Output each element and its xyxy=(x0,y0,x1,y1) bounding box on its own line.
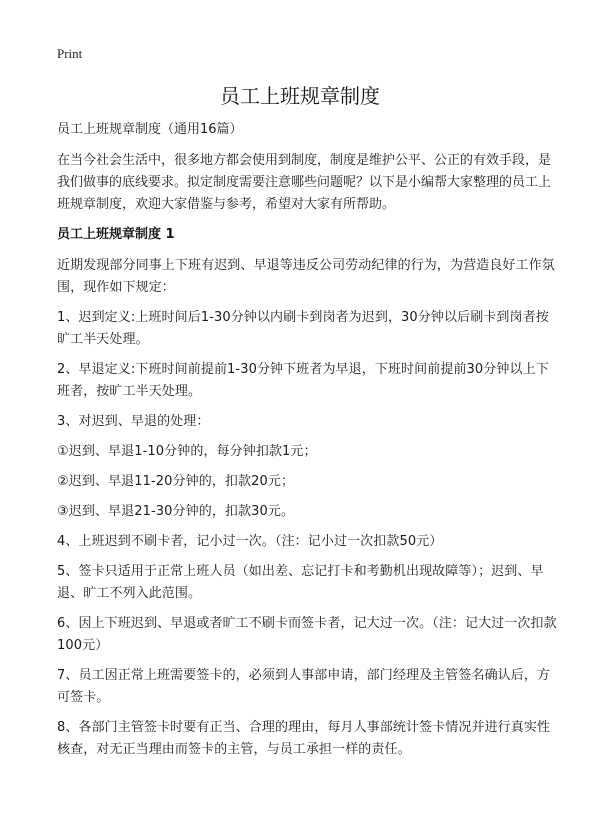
paragraph: 5、签卡只适用于正常上班人员（如出差、忘记打卡和考勤机出现故障等）；迟到、早退、旷工不列入此范围。 xyxy=(57,564,544,601)
paragraph: ③迟到、早退21-30分钟的，扣款30元。 xyxy=(57,504,295,519)
paragraph: 3、对迟到、早退的处理： xyxy=(57,414,210,429)
paragraph: 8、各部门主管签卡时要有正当、合理的理由，每月人事部统计签卡情况并进行真实性核查，对无正当理由而签卡的主管，与员工承担一样的责任。 xyxy=(57,720,551,757)
paragraph: 1、迟到定义:上班时间后1-30分钟以内刷卡到岗者为迟到，30分钟以后刷卡到岗者按旷工半天处理。 xyxy=(57,310,549,347)
paragraph: 2、早退定义:下班时间前提前1-30分钟下班者为早退，下班时间前提前30分钟以上下班者，按旷工半天处理。 xyxy=(57,362,549,399)
article-subtitle: 员工上班规章制度（通用16篇） xyxy=(57,122,243,137)
intro-paragraph: 在当今社会生活中，很多地方都会使用到制度，制度是维护公平、公正的有效手段，是我们做事的底线要求。拟定制度需要注意哪些问题呢？以下是小编帮大家整理的员工上班规章制度，欢迎大家借鉴与参考，希望对大家有所帮助。 xyxy=(57,153,552,212)
paragraph: ①迟到、早退1-10分钟的，每分钟扣款1元； xyxy=(57,444,317,459)
paragraph: 4、上班迟到不刷卡者，记小过一次。（注：记小过一次扣款50元） xyxy=(57,534,443,549)
paragraph: 6、因上下班迟到、早退或者旷工不刷卡而签卡者，记大过一次。（注：记大过一次扣款100元） xyxy=(57,616,557,653)
page-title: 员工上班规章制度 xyxy=(220,84,380,108)
section-heading: 员工上班规章制度 1 xyxy=(57,227,175,242)
paragraph: 7、员工因正常上班需要签卡的，必须到人事部申请，部门经理及主管签名确认后，方可签卡。 xyxy=(57,668,551,705)
paragraph: 近期发现部分同事上下班有迟到、早退等违反公司劳动纪律的行为，为营造良好工作氛围，现作如下规定： xyxy=(57,258,555,295)
print-link[interactable]: Print xyxy=(57,46,83,61)
paragraph: ②迟到、早退11-20分钟的，扣款20元； xyxy=(57,474,295,489)
article-body xyxy=(57,120,557,769)
